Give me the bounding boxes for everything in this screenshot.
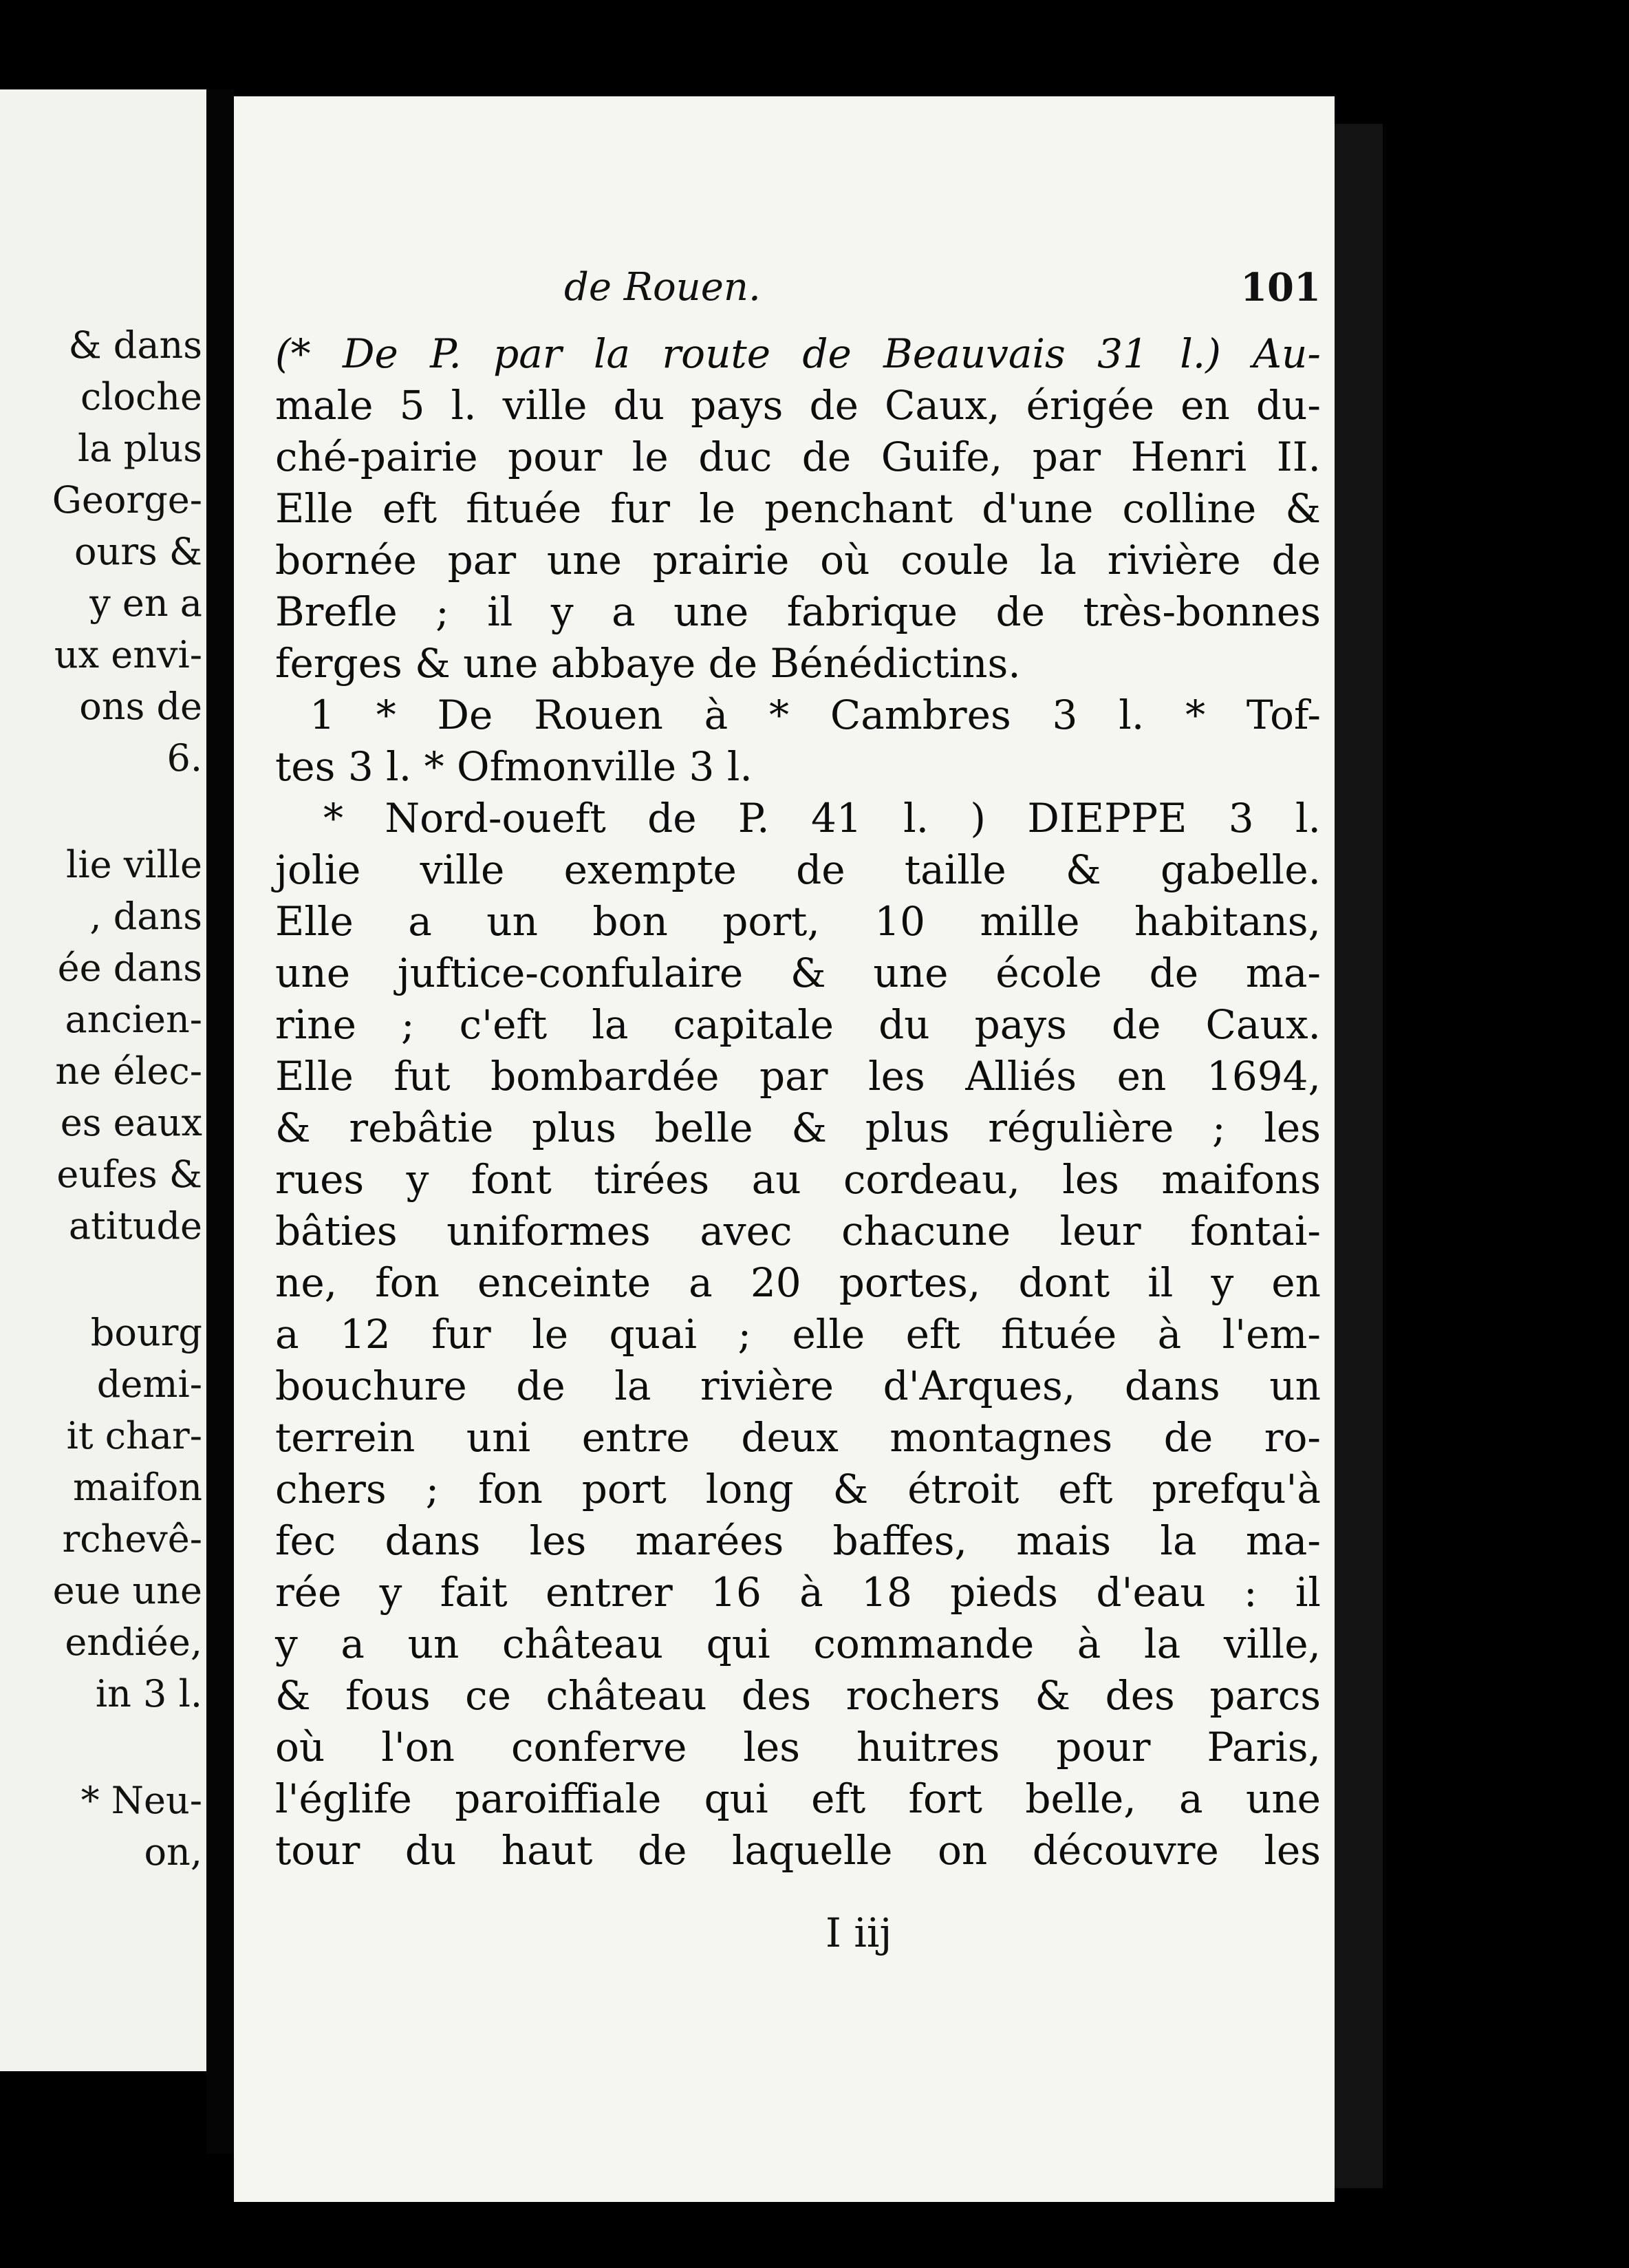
left-page-line: es eaux: [60, 1101, 202, 1144]
text-line: & rebâtie plus belle & plus régulière ; les: [275, 1104, 1321, 1151]
facing-page-left: [0, 89, 206, 2071]
left-page-line: * Neu-: [80, 1779, 202, 1822]
text-line: 1 * De Rouen à * Cambres 3 l. * Tof-: [310, 692, 1321, 738]
left-page-line: cloche: [80, 375, 202, 418]
text-line: bornée par une prairie où coule la rivière de: [275, 537, 1321, 584]
text-line: fec dans les marées baffes, mais la ma-: [275, 1517, 1321, 1564]
text-line: & fous ce château des rochers & des parcs: [275, 1672, 1321, 1719]
left-page-line: George-: [52, 478, 202, 522]
left-page-line: ancien-: [65, 998, 202, 1041]
left-page-line: bourg: [90, 1311, 202, 1354]
text-line: male 5 l. ville du pays de Caux, érigée en du-: [275, 382, 1321, 429]
text-line: ne, fon enceinte a 20 portes, dont il y en: [275, 1259, 1321, 1306]
signature-mark: I iij: [826, 1909, 892, 1956]
left-page-line: in 3 l.: [95, 1672, 202, 1715]
left-page-line: y en a: [89, 581, 202, 625]
text-line: (* De P. par la route de Beauvais 31 l.) Au-: [275, 330, 1321, 377]
left-page-line: ne élec-: [55, 1049, 202, 1093]
text-line: terrein uni entre deux montagnes de ro-: [275, 1414, 1321, 1461]
text-line: chers ; fon port long & étroit eft prefqu'à: [275, 1466, 1321, 1512]
left-page-line: rchevê-: [62, 1517, 202, 1561]
text-line: ferges & une abbaye de Bénédictins.: [275, 640, 1021, 687]
text-line: bouchure de la rivière d'Arques, dans un: [275, 1362, 1321, 1409]
left-page-line: ux envi-: [54, 633, 202, 676]
text-line: tour du haut de laquelle on découvre les: [275, 1827, 1321, 1874]
text-line: rues y font tirées au cordeau, les maifons: [275, 1156, 1321, 1203]
left-page-line: & dans: [68, 323, 202, 367]
page-number: 101: [1240, 265, 1321, 310]
text-line: tes 3 l. * Ofmonville 3 l.: [275, 743, 753, 790]
left-page-line: 6.: [166, 736, 202, 780]
text-line: ché-pairie pour le duc de Guife, par Henri II.: [275, 434, 1321, 480]
book-gutter: [206, 89, 234, 2154]
left-page-line: maifon: [73, 1466, 202, 1509]
text-line: * Nord-oueft de P. 41 l. ) DIEPPE 3 l.: [323, 795, 1321, 842]
left-page-line: la plus: [78, 427, 202, 470]
text-line: bâties uniformes avec chacune leur fontai-: [275, 1208, 1321, 1254]
text-line: a 12 fur le quai ; elle eft fituée à l'em-: [275, 1311, 1321, 1358]
left-page-line: ons de: [79, 685, 202, 728]
text-line: Elle a un bon port, 10 mille habitans,: [275, 898, 1321, 945]
text-line: Elle fut bombardée par les Alliés en 1694,: [275, 1053, 1321, 1100]
text-line: jolie ville exempte de taille & gabelle.: [275, 846, 1321, 893]
text-line: Elle eft fituée fur le penchant d'une colline &: [275, 485, 1321, 532]
running-head: de Rouen.: [564, 265, 761, 310]
text-line: rine ; c'eft la capitale du pays de Caux.: [275, 1001, 1321, 1048]
text-line: rée y fait entrer 16 à 18 pieds d'eau : il: [275, 1569, 1321, 1616]
text-line: une juftice-confulaire & une école de ma-: [275, 950, 1321, 996]
text-line: y a un château qui commande à la ville,: [275, 1620, 1321, 1667]
left-page-line: ours &: [74, 530, 202, 573]
left-page-line: endiée,: [65, 1620, 202, 1664]
page-edge-shadow: [1335, 124, 1383, 2188]
text-line: où l'on conferve les huitres pour Paris,: [275, 1724, 1321, 1770]
text-line: l'églife paroiffiale qui eft fort belle, a une: [275, 1775, 1321, 1822]
left-page-line: lie ville: [66, 843, 202, 886]
left-page-line: on,: [144, 1830, 202, 1874]
text-line: Brefle ; il y a une fabrique de très-bonnes: [275, 588, 1321, 635]
left-page-line: eufes &: [56, 1153, 202, 1196]
left-page-line: demi-: [96, 1362, 202, 1406]
left-page-line: ée dans: [57, 946, 202, 989]
left-page-line: , dans: [89, 895, 202, 938]
book-page-right: [234, 96, 1335, 2202]
left-page-line: eue une: [52, 1569, 202, 1612]
left-page-line: atitude: [68, 1204, 202, 1248]
left-page-line: it char-: [66, 1414, 202, 1457]
